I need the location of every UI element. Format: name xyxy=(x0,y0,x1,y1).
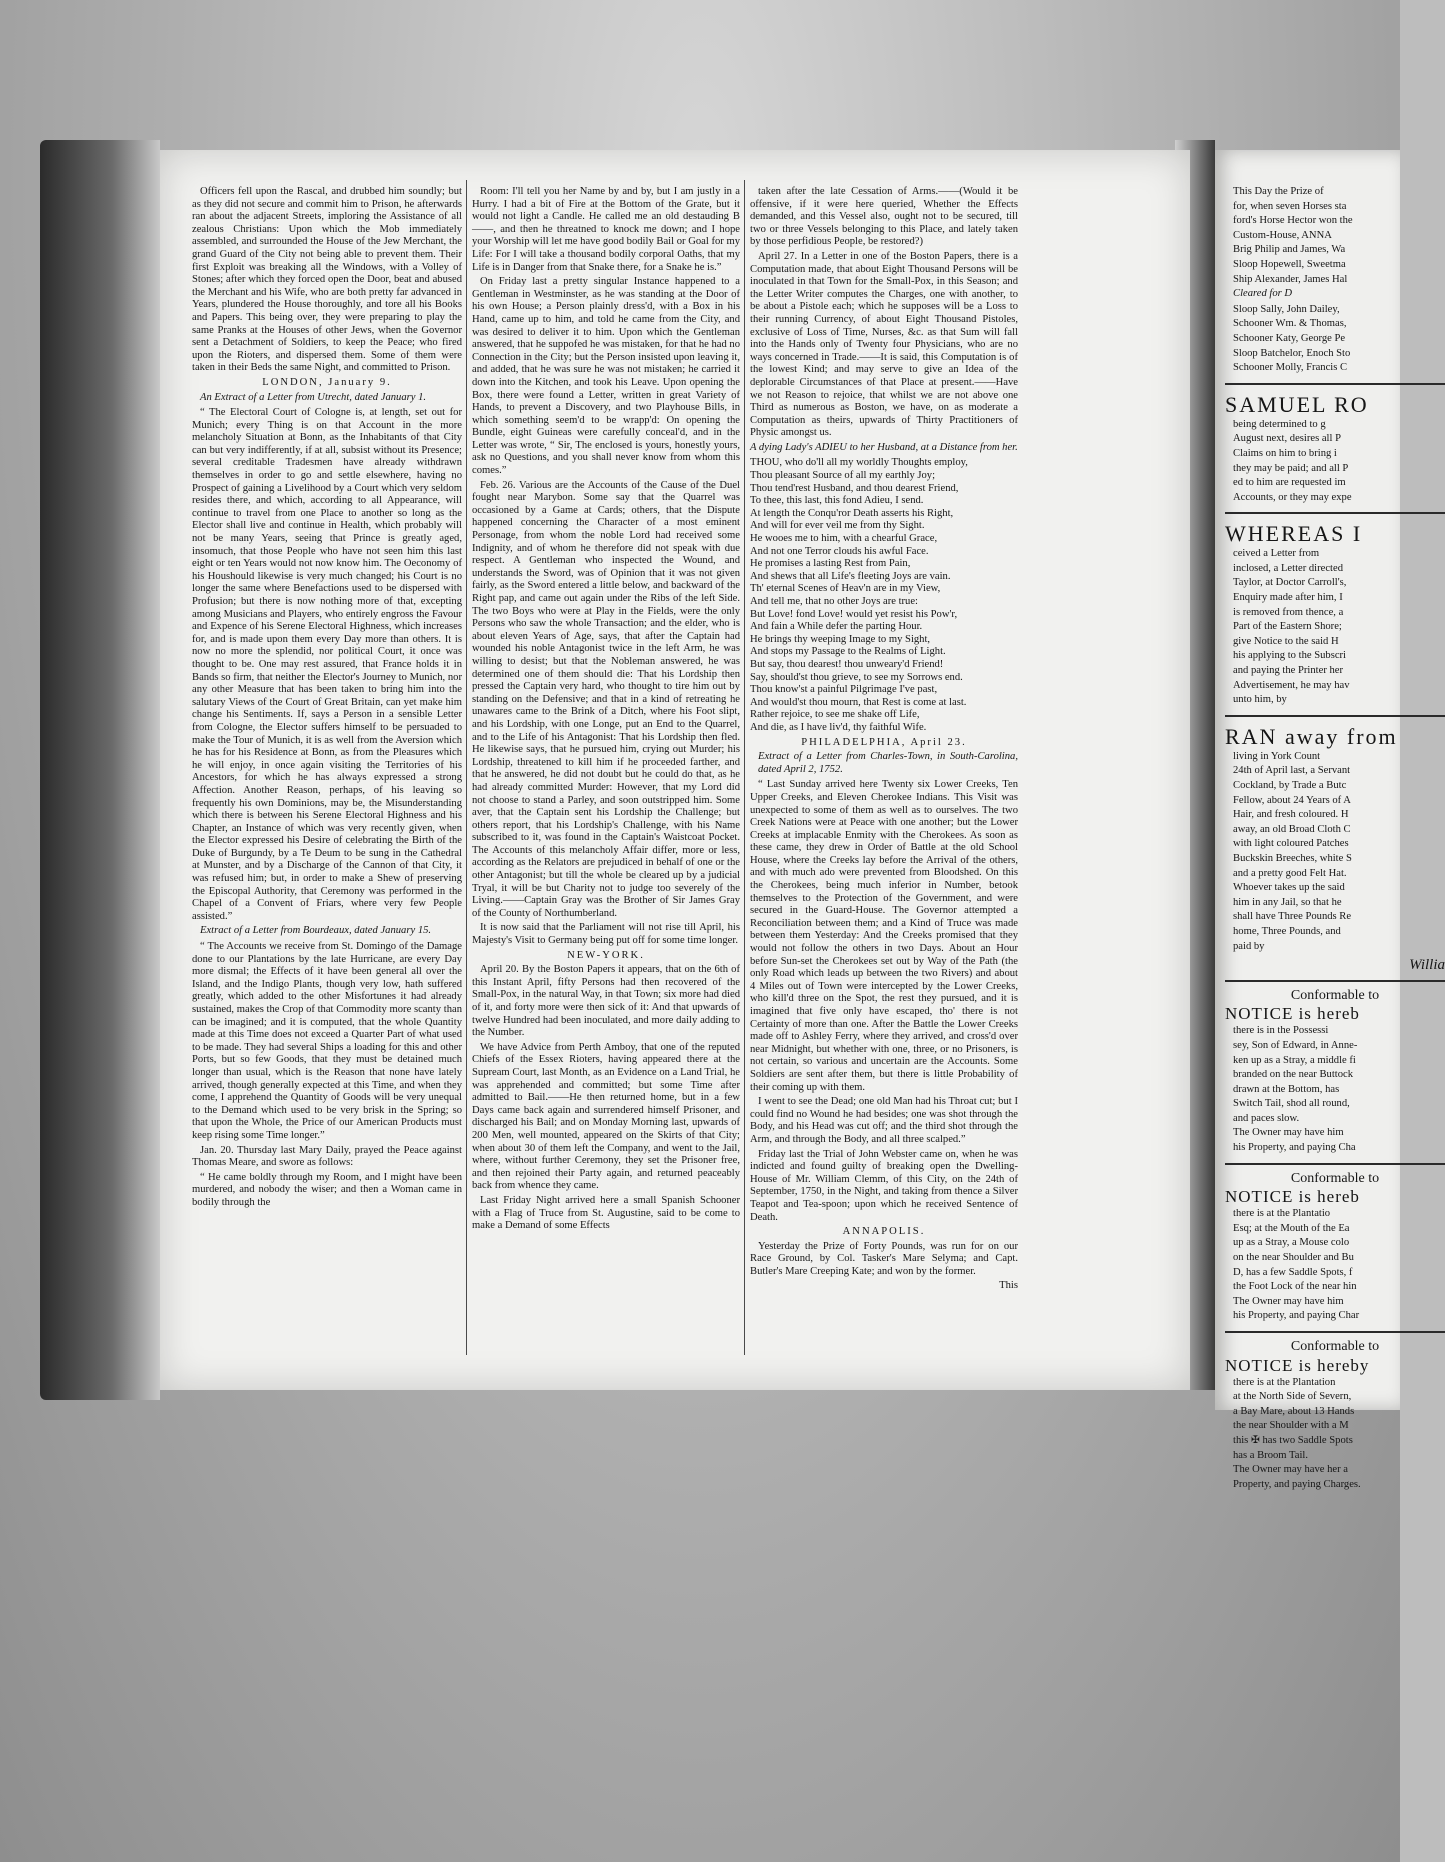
line: Property, and paying Charges. xyxy=(1233,1478,1361,1490)
line: The Owner may have her a xyxy=(1233,1464,1349,1476)
line: him in any Jail, so that he xyxy=(1233,896,1342,908)
paragraph: Friday last the Trial of John Webster came on, when he was indicted and found guilty of breaking open the Dwelling-House of Mr. William Clemm, of this City, on the 24th of September, 1750, in the Night, and taking from thence a Silver Teapot and Tea-spoon; upon which he received Sentence of Death. xyxy=(750,1148,1018,1223)
poem-line: He promises a lasting Rest from Pain, xyxy=(750,558,911,570)
dateline-annapolis: ANNAPOLIS. xyxy=(842,1226,926,1238)
line: is removed from thence, a xyxy=(1233,606,1344,618)
poem-line: And will for ever veil me from thy Sight. xyxy=(750,520,925,532)
line: Custom-House, ANNA xyxy=(1233,229,1332,241)
poem-line: Say, should'st thou grieve, to see my Sorrows end. xyxy=(750,671,963,683)
paragraph: Officers fell upon the Rascal, and drubbed him soundly; but as they did not secure and commit him to Prison, he afterwards ran about the adjacent Streets, imploring the Assistance of all zealous Christians: Upon which the Mob immediately assembled, and surrounded the House of the Jew Merchant, the grand Guard of the City not being able to prevent them. Their first Exploit was breaking all the Windows, with a Volley of Stones; after which they forced open the Door, beat and abused the Merchant and his Wife, who are both pretty far advanced in Years, plundered the House thoroughly, and tore all his Books and Papers. This being over, they were preparing to play the same Pranks at the Houses of other Jews, when the Governor sent a Detachment of Soldiers, to keep the Peace; who fired upon the Rioters, and dispersed them. Some of them were taken in their Beds the same Night, and committed to Prison. xyxy=(192,186,462,374)
line: Sloop Batchelor, Enoch Sto xyxy=(1233,347,1351,359)
line: a Bay Mare, about 13 Hands xyxy=(1233,1405,1355,1417)
paragraph: Jan. 20. Thursday last Mary Daily, prayed the Peace against Thomas Meare, and swore as follows: xyxy=(192,1144,462,1169)
line: This Day the Prize of xyxy=(1233,186,1324,197)
paragraph: Last Friday Night arrived here a small Spanish Schooner with a Flag of Truce from St. Augustine, said to be come to make a Demand of some Effects xyxy=(472,1194,740,1232)
line: Buckskin Breeches, white S xyxy=(1233,852,1352,864)
advert-heading: SAMUEL RO xyxy=(1225,391,1369,417)
paragraph: “ The Electoral Court of Cologne is, at length, set out for Munich; every Thing is on that Account in the more melancholy Situation at Bonn, as the Inhabitants of that City can but very indifferently, if at all, subsist without its Presence; several creditable Tradesmen have already withdrawn themselves in order to go and settle elsewhere, having no Prospect of gaining a Livelihood by a Court which very seldom resides there, and which, according to all Appearance, will continue to travel from one Place to another so long as the Elector shall live and continue in Health, which probably will not be many Years, seeing that Prince is greatly aged, insomuch, that those People who have not seen him this last eight or ten Years would not now know him. The Oeconomy of his Houshould likewise is very much changed; his Court is no longer the same where Benefactions used to be dispersed with Profusion; but there is now nothing more of that, excepting among Musicians and Players, who entirely engross the Favour and Expence of his Serene Electoral Highness, which increases for, and is made upon them every Day more than others. It is now no more the splendid, nor political Court, it once was thought to be. One may rest assured, that France holds it in Bands so firm, that neither the Elector's Journey to Munich, nor any other Measure that has been taken to bring him into the salutary Views of the Court of Great Britain, can yet make him change his Sentiments. If, says a Person in a sensible Letter from Cologne, the Elector suffers himself to be persuaded to make the Tour of Munich, it is as well from the Aversion which he has for his Residence at Bonn, as from the Pleasures which he will enjoy, in once again visiting the Territories of his Ancestors, for which he has always expressed a strong Affection. Another Reason, perhaps, of his leaving so frequently his own Dominions, may be, the Misunderstanding which there is between his Serene Electoral Highness and his Chapter, an Instance of which was very recently given, when the Elector expressed his Desire of celebrating the Birth of the Duke of Burgundy, by a Te Deum to be sung in the Cathedral at Munster, and by a Discharge of the Cannon of that City, it was refused him; but, in order to make a Shew of preserving the Episcopal Authority, that Ceremony was performed in the Chapel of a Convent of Friars, where very few People assisted.” xyxy=(192,407,462,922)
notice-heading: NOTICE is hereby xyxy=(1225,1355,1370,1375)
line: The Owner may have him xyxy=(1233,1295,1344,1307)
dateline-philadelphia: PHILADELPHIA, April 23. xyxy=(801,736,967,748)
line: unto him, by xyxy=(1233,694,1287,706)
column-3 xyxy=(750,186,1018,1346)
line: being determined to g xyxy=(1233,418,1326,430)
line: this ✠ has two Saddle Spots xyxy=(1233,1434,1353,1446)
poem-line: Thou know'st a painful Pilgrimage I've past, xyxy=(750,684,938,696)
line: away, an old Broad Cloth C xyxy=(1233,823,1351,835)
poem-line: And not one Terror clouds his awful Face. xyxy=(750,545,929,557)
line: Fellow, about 24 Years of A xyxy=(1233,794,1351,806)
poem-line: Th' eternal Scenes of Heav'n are in my View, xyxy=(750,583,941,595)
line: for, when seven Horses sta xyxy=(1233,200,1347,212)
paragraph: “ He came boldly through my Room, and I might have been murdered, and nobody the wiser; and then a Woman came in bodily through the xyxy=(192,1171,462,1208)
line: there is in the Possessi xyxy=(1233,1025,1329,1037)
line: Taylor, at Doctor Carroll's, xyxy=(1233,577,1347,589)
dateline-london: LONDON, January 9. xyxy=(262,376,392,388)
column-rule xyxy=(744,180,745,1355)
line: Part of the Eastern Shore; xyxy=(1233,621,1342,633)
paragraph: On Friday last a pretty singular Instance happened to a Gentleman in Westminster, as he was standing at the Door of his own House; a Person plainly dress'd, with a Box in his Hand, came up to him, and told he came from the City, and was desired to deliver it to him. Upon which the Gentleman answered, that he suppofed he was mistaken, for that he had no Connection in the City; but the Person insisted upon leaving it, and added, that he was sure he was not mistaken; he carried it down into the Kitchen, and took his Leave. Upon opening the Box, there were found a Letter, written in great Variety of Hands, to prevent a Discovery, and two Playhouse Bills, in which something seem'd to be wrapp'd: On opening the Bundle, eight Guineas were carefully conceal'd, and in the Letter was wrote, “ Sir, The enclosed is yours, honestly yours, ask no Questions, and you shall never know from whom this comes.” xyxy=(472,276,740,477)
line: the near Shoulder with a M xyxy=(1233,1420,1349,1432)
poem-line: And die, as I have liv'd, thy faithful Wife. xyxy=(750,721,927,733)
line: Esq; at the Mouth of the Ea xyxy=(1233,1222,1350,1234)
line: his Property, and paying Cha xyxy=(1233,1142,1356,1154)
signature: Willia xyxy=(1409,957,1445,974)
column-1 xyxy=(192,186,462,1346)
line: D, has a few Saddle Spots, f xyxy=(1233,1266,1353,1278)
book-binding-left xyxy=(40,140,160,1400)
paragraph: Feb. 26. Various are the Accounts of the Cause of the Duel fought near Marybon. Some say that the Quarrel was occasioned by a Game at Cards; others, that the Dispute happened concerning the Character of a most eminent Personage, from whom the noble Lord had received some Indignity, and of whom he therefore did not speak with due respect. A Gentleman who inspected the Wound, and understands the Sword, was of Opinion that it was not given fairly, as the Sword entered a little below, and backward of the Right pap, and came out again under the Ribs of the left Side. The two Boys who were at Play in the Fields, were the only Persons who saw the whole Transaction; and the elder, who is about eleven Years of Age, says, that after the Captain had wounded his noble Antagonist twice in the left Arm, he was willing to desist; but that the Nobleman answered, he was determined one of them should die: That his Lordship then pressed the Captain very hard, who thought to tire him out by standing on the Defensive; and that in a kind of retreating he unawares came to the Brink of a Ditch, where his Foot slipt, and his Lordship, with one Longe, put an End to the Quarrel, and to the Life of his Antagonist: That his Lordship then fled. He likewise says, that he pursued him, crying out Murder; his Lordship, threatened to kill him if he proceeded farther, and that he answered, he did not doubt but he could do that, as he had already committed Murder: However, that my Lord did not choose to stand a Parley, and soon outstripped him. Some aver, that the Captain sent his Lordship the Challenge; but others report, that his Lordship's Challenge, with his Name subscribed to it, was found in the Captain's Waistcoat Pocket. The Accounts of this melancholy Affair differ, more or less, according as the Relators are prejudiced in behalf of one or the other Antagonist; but till the whole be cleared up by a judicial Tryal, it will be but Charity not to judge too severely of the Living.——Captain Gray was the Brother of Sir James Gray of the County of Northumberland. xyxy=(472,479,740,919)
advert-heading: Conformable to xyxy=(1290,1170,1380,1186)
paragraph: Room: I'll tell you her Name by and by, but I am justly in a Hurry. I had a bit of Fire at the Bottom of the Grate, but it would not light a Candle. He called me an old destauding B——, and then he threatned to knock me down; and I hope your Worship will let me have good bodily Bail or Goal for my Life: For I will take a thousand bodily corporal Oaths, that my Life is in Danger from that Snake there, for a Snake he is.” xyxy=(472,186,740,273)
line: the Foot Lock of the near hin xyxy=(1233,1281,1357,1293)
poem-line: He wooes me to him, with a chearful Grace, xyxy=(750,533,938,545)
line: ed to him are requested im xyxy=(1233,477,1346,489)
notice-heading: NOTICE is hereb xyxy=(1225,1187,1360,1207)
advert-heading: WHEREAS I xyxy=(1225,521,1363,547)
line: Ship Alexander, James Hal xyxy=(1233,273,1348,285)
paragraph: We have Advice from Perth Amboy, that one of the reputed Chiefs of the Essex Rioters, having appeared there at the Supream Court, last Month, as an Evidence on a Land Trial, he was apprehended and committed; but some Time after admitted to Bail.——He then returned home, but in a few Days came back again and surrendered himself Prisoner, and discharged his Bail; and on Monday Morning last, upwards of 200 Men, well mounted, appeared on the Skirts of that City; when about 30 of them left the Company, and went to the Jail, where, without further Ceremony, they set the Prisoner free, and then rejoined their Party again, and returned peaceably back from whence they came. xyxy=(472,1041,740,1192)
poem-line: THOU, who do'll all my worldly Thoughts employ, xyxy=(750,457,968,469)
advert-heading: Conformable to xyxy=(1290,1339,1380,1354)
divider xyxy=(1225,512,1445,514)
divider xyxy=(1225,715,1445,717)
line: Advertisement, he may hav xyxy=(1233,679,1350,691)
poem-line: Rather rejoice, to see me shake off Life, xyxy=(750,709,920,721)
notice-heading: NOTICE is hereb xyxy=(1225,1004,1360,1024)
poem xyxy=(750,457,1018,734)
line: on the near Shoulder and Bu xyxy=(1233,1252,1354,1264)
line: there is at the Plantation xyxy=(1233,1376,1336,1388)
paragraph: I went to see the Dead; one old Man had his Throat cut; but I could find no Wound he had besides; one was shot through the Body, and his Head was cut off; and the third shot through the Arm, and through the Body, and all three scalped.” xyxy=(750,1096,1018,1145)
line: Enquiry made after him, I xyxy=(1233,592,1343,604)
line: Cockland, by Trade a Butc xyxy=(1233,780,1347,791)
line: Brig Philip and James, Wa xyxy=(1233,244,1346,256)
poem-line: To thee, this last, this fond Adieu, I send. xyxy=(750,495,924,507)
line: and paying the Printer her xyxy=(1233,665,1344,677)
line: give Notice to the said H xyxy=(1233,635,1339,647)
line: they may be paid; and all P xyxy=(1233,462,1349,474)
line: with light coloured Patches xyxy=(1233,838,1349,850)
line: Hair, and fresh coloured. H xyxy=(1233,809,1349,821)
line: The Owner may have him xyxy=(1233,1127,1344,1139)
line: his Property, and paying Char xyxy=(1233,1310,1360,1322)
poem-line: And stops my Passage to the Realms of Light. xyxy=(750,646,946,658)
line: there is at the Plantatio xyxy=(1233,1208,1331,1220)
line: 24th of April last, a Servant xyxy=(1233,765,1351,777)
advert-heading: Conformable to xyxy=(1290,987,1380,1003)
line: his applying to the Subscri xyxy=(1233,650,1346,662)
poem-line: And would'st thou mourn, that Rest is come at last. xyxy=(750,696,967,708)
paragraph: “ Last Sunday arrived here Twenty six Lower Creeks, Ten Upper Creeks, and Eleven Cherokee Indians. This Visit was unexpected to some of them as well as to ourselves. The two Creek Nations were at Peace with one another; but the Lower Creeks at implacable Enmity with the Cherokees. As soon as these came, they drew in Order of Battle at the old School House, where the Creeks lay before the Arrival of the others, and with much ado were prevented from Bloodshed. On this the Cherokees, being much inferior in Number, betook themselves to the Protection of the Government, and were secured in the Guard-House. The Governor attempted a Reconciliation between them; and a Kind of Truce was made between them Yesterday: And the Creeks promised that they would not follow the others in two Days. About an Hour before Sun-set the Cherokees set out by Way of the Path (the only Road which leads up between the two Rivers) and about 4 Miles out of Town were intercepted by the Lower Creeks, who kill'd three on the Spot, the rest they pursued, and it is imagined that five only have escaped, tho' there is not Certainty of more than one. After the Battle the Lower Creeks made off to Ashley Ferry, where they arrived, and cross'd over near Midnight, but whether with one, three, or no Prisoners, is not certain, so various and uncertain are the Accounts. Some Soldiers are sent after them, but there is little Probability of their coming up with them. xyxy=(750,779,1018,1093)
column-rule xyxy=(466,180,467,1355)
column-right xyxy=(1225,186,1445,1490)
poem-line: At length the Conqu'ror Death asserts his Right, xyxy=(750,507,954,519)
divider xyxy=(1225,1163,1445,1165)
newspaper-page-left xyxy=(160,150,1190,1390)
line: Whoever takes up the said xyxy=(1233,882,1345,894)
line: Accounts, or they may expe xyxy=(1233,491,1352,503)
line: Sloop Sally, John Dailey, xyxy=(1233,303,1340,315)
line: and a pretty good Felt Hat. xyxy=(1233,867,1347,879)
line: home, Three Pounds, and xyxy=(1233,925,1341,937)
dateline-new-york: NEW-YORK. xyxy=(567,949,645,961)
line: Sloop Hopewell, Sweetma xyxy=(1233,258,1346,270)
extract-heading: Extract of a Letter from Bourdeaux, dated January 15. xyxy=(200,925,432,937)
newspaper-page-right xyxy=(1215,150,1445,1490)
line: Cleared for D xyxy=(1233,288,1293,300)
paragraph: April 20. By the Boston Papers it appears, that on the 6th of this Instant April, fifty Persons had then recovered of the Small-Pox, in the natural Way, in that Town; six more had died of it, and forty more were then sick of it: And that upwards of twelve Hundred had been inoculated, and more daily adding to the Number. xyxy=(472,964,740,1039)
line: paid by xyxy=(1233,940,1265,952)
divider xyxy=(1225,1331,1445,1333)
paragraph: Yesterday the Prize of Forty Pounds, was run for on our Race Ground, by Col. Tasker's Mare Selyma; and Capt. Butler's Mare Creeping Kate; and won by the former. xyxy=(750,1240,1018,1277)
poem-line: And tell me, that no other Joys are true: xyxy=(750,596,918,607)
poem-line: And fain a While defer the parting Hour. xyxy=(750,621,923,633)
divider xyxy=(1225,980,1445,982)
line: and paces slow. xyxy=(1233,1112,1300,1124)
column-2 xyxy=(472,186,740,1346)
poem-line: Thou pleasant Source of all my earthly Joy; xyxy=(750,470,936,482)
catchword: This xyxy=(999,1280,1018,1292)
extract-heading: Extract of a Letter from Charles-Town, in South-Carolina, dated April 2, 1752. xyxy=(758,751,1018,775)
line: ken up as a Stray, a middle fi xyxy=(1233,1054,1356,1066)
line: Schooner Wm. & Thomas, xyxy=(1233,318,1347,330)
line: Claims on him to bring i xyxy=(1233,447,1337,459)
paragraph: taken after the late Cessation of Arms.——(Would it be offensive, if it were here queried, Whether the Effects demanded, and this Vessel also, ought not to be secured, till two or three Vessels belonging to this Place, and lately taken by those perfidious People, be restored?) xyxy=(750,186,1018,248)
line: drawn at the Bottom, has xyxy=(1233,1083,1340,1095)
line: up as a Stray, a Mouse colo xyxy=(1233,1237,1350,1249)
divider xyxy=(1225,383,1445,385)
line: living in York Count xyxy=(1233,750,1321,762)
line: Schooner Katy, George Pe xyxy=(1233,332,1346,344)
poem-line: He brings thy weeping Image to my Sight, xyxy=(750,633,931,645)
poem-title: A dying Lady's ADIEU to her Husband, at a Distance from her. xyxy=(750,441,1018,453)
line: has a Broom Tail. xyxy=(1233,1449,1308,1461)
paragraph: April 27. In a Letter in one of the Boston Papers, there is a Computation made, that about Eight Thousand Persons will be inoculated in that Town for the Small-Pox, in this Season; and the Letter Writer computes the Charges, one with another, to be about a Pistole each; which he supposes will be a Loss to their running Currency, of about Eight Thousand Pistoles, exclusive of Loss of Time, Nurses, &c. as that Sum will fall into the Hands only of Twenty four Physicians, who are no ways concerned in Trade.——It is said, this Computation is of the lowest Kind; and may serve to give an Idea of the deplorable Circumstances of that Place at present.——Have we not Reason to rejoice, that whilst we are not above one Third as numerous as Boston, we have, on as moderate a Computation as theirs, upwards of Thirty Practitioners of Physic amongst us. xyxy=(750,250,1018,439)
line: sey, Son of Edward, in Anne- xyxy=(1233,1039,1358,1051)
line: Schooner Molly, Francis C xyxy=(1233,362,1348,374)
poem-line: Thou tend'rest Husband, and thou dearest Friend, xyxy=(750,482,959,494)
line: ford's Horse Hector won the xyxy=(1233,215,1353,227)
poem-line: And shews that all Life's fleeting Joys are vain. xyxy=(750,570,951,582)
line: branded on the near Buttock xyxy=(1233,1069,1354,1081)
line: August next, desires all P xyxy=(1233,433,1341,445)
poem-line: But say, thou dearest! thou unweary'd Friend! xyxy=(750,658,944,670)
extract-heading: An Extract of a Letter from Utrecht, dated January 1. xyxy=(200,391,427,403)
line: inclosed, a Letter directed xyxy=(1233,562,1344,574)
paragraph: It is now said that the Parliament will not rise till April, his Majesty's Visit to Germany being put off for some time longer. xyxy=(472,922,740,947)
poem-line: But Love! fond Love! would yet resist his Pow'r, xyxy=(750,608,958,620)
line: at the North Side of Severn, xyxy=(1233,1391,1352,1403)
advert-heading: RAN away from xyxy=(1225,723,1398,749)
line: shall have Three Pounds Re xyxy=(1233,911,1352,923)
paragraph: “ The Accounts we receive from St. Domingo of the Damage done to our Plantations by the late Hurricane, are every Day more dismal; the Effects of it have been general all over the Island, and the Indigo Plants, though very low, hath suffered greatly, which added to the other Misfortunes it had already sustained, makes the Crop of that Commodity more scanty than can be imagined; and it is computed, that the whole Quantity made at this Time does not exceed a Quarter Part of what used to be made. They had several Ships a loading for this and other Ports, but so few Goods, that they must be detained much longer than usual, which is the Reason that none have lately arrived, though generally expected at this Time, and when they come, I apprehend the Quantity of Goods will be very unequal to the Demand which used to be very brisk in the Spring; so that upon the Whole, the Price of our American Products must keep rising some Time longer.” xyxy=(192,941,462,1141)
line: ceived a Letter from xyxy=(1233,548,1320,560)
line: Switch Tail, shod all round, xyxy=(1233,1098,1350,1110)
